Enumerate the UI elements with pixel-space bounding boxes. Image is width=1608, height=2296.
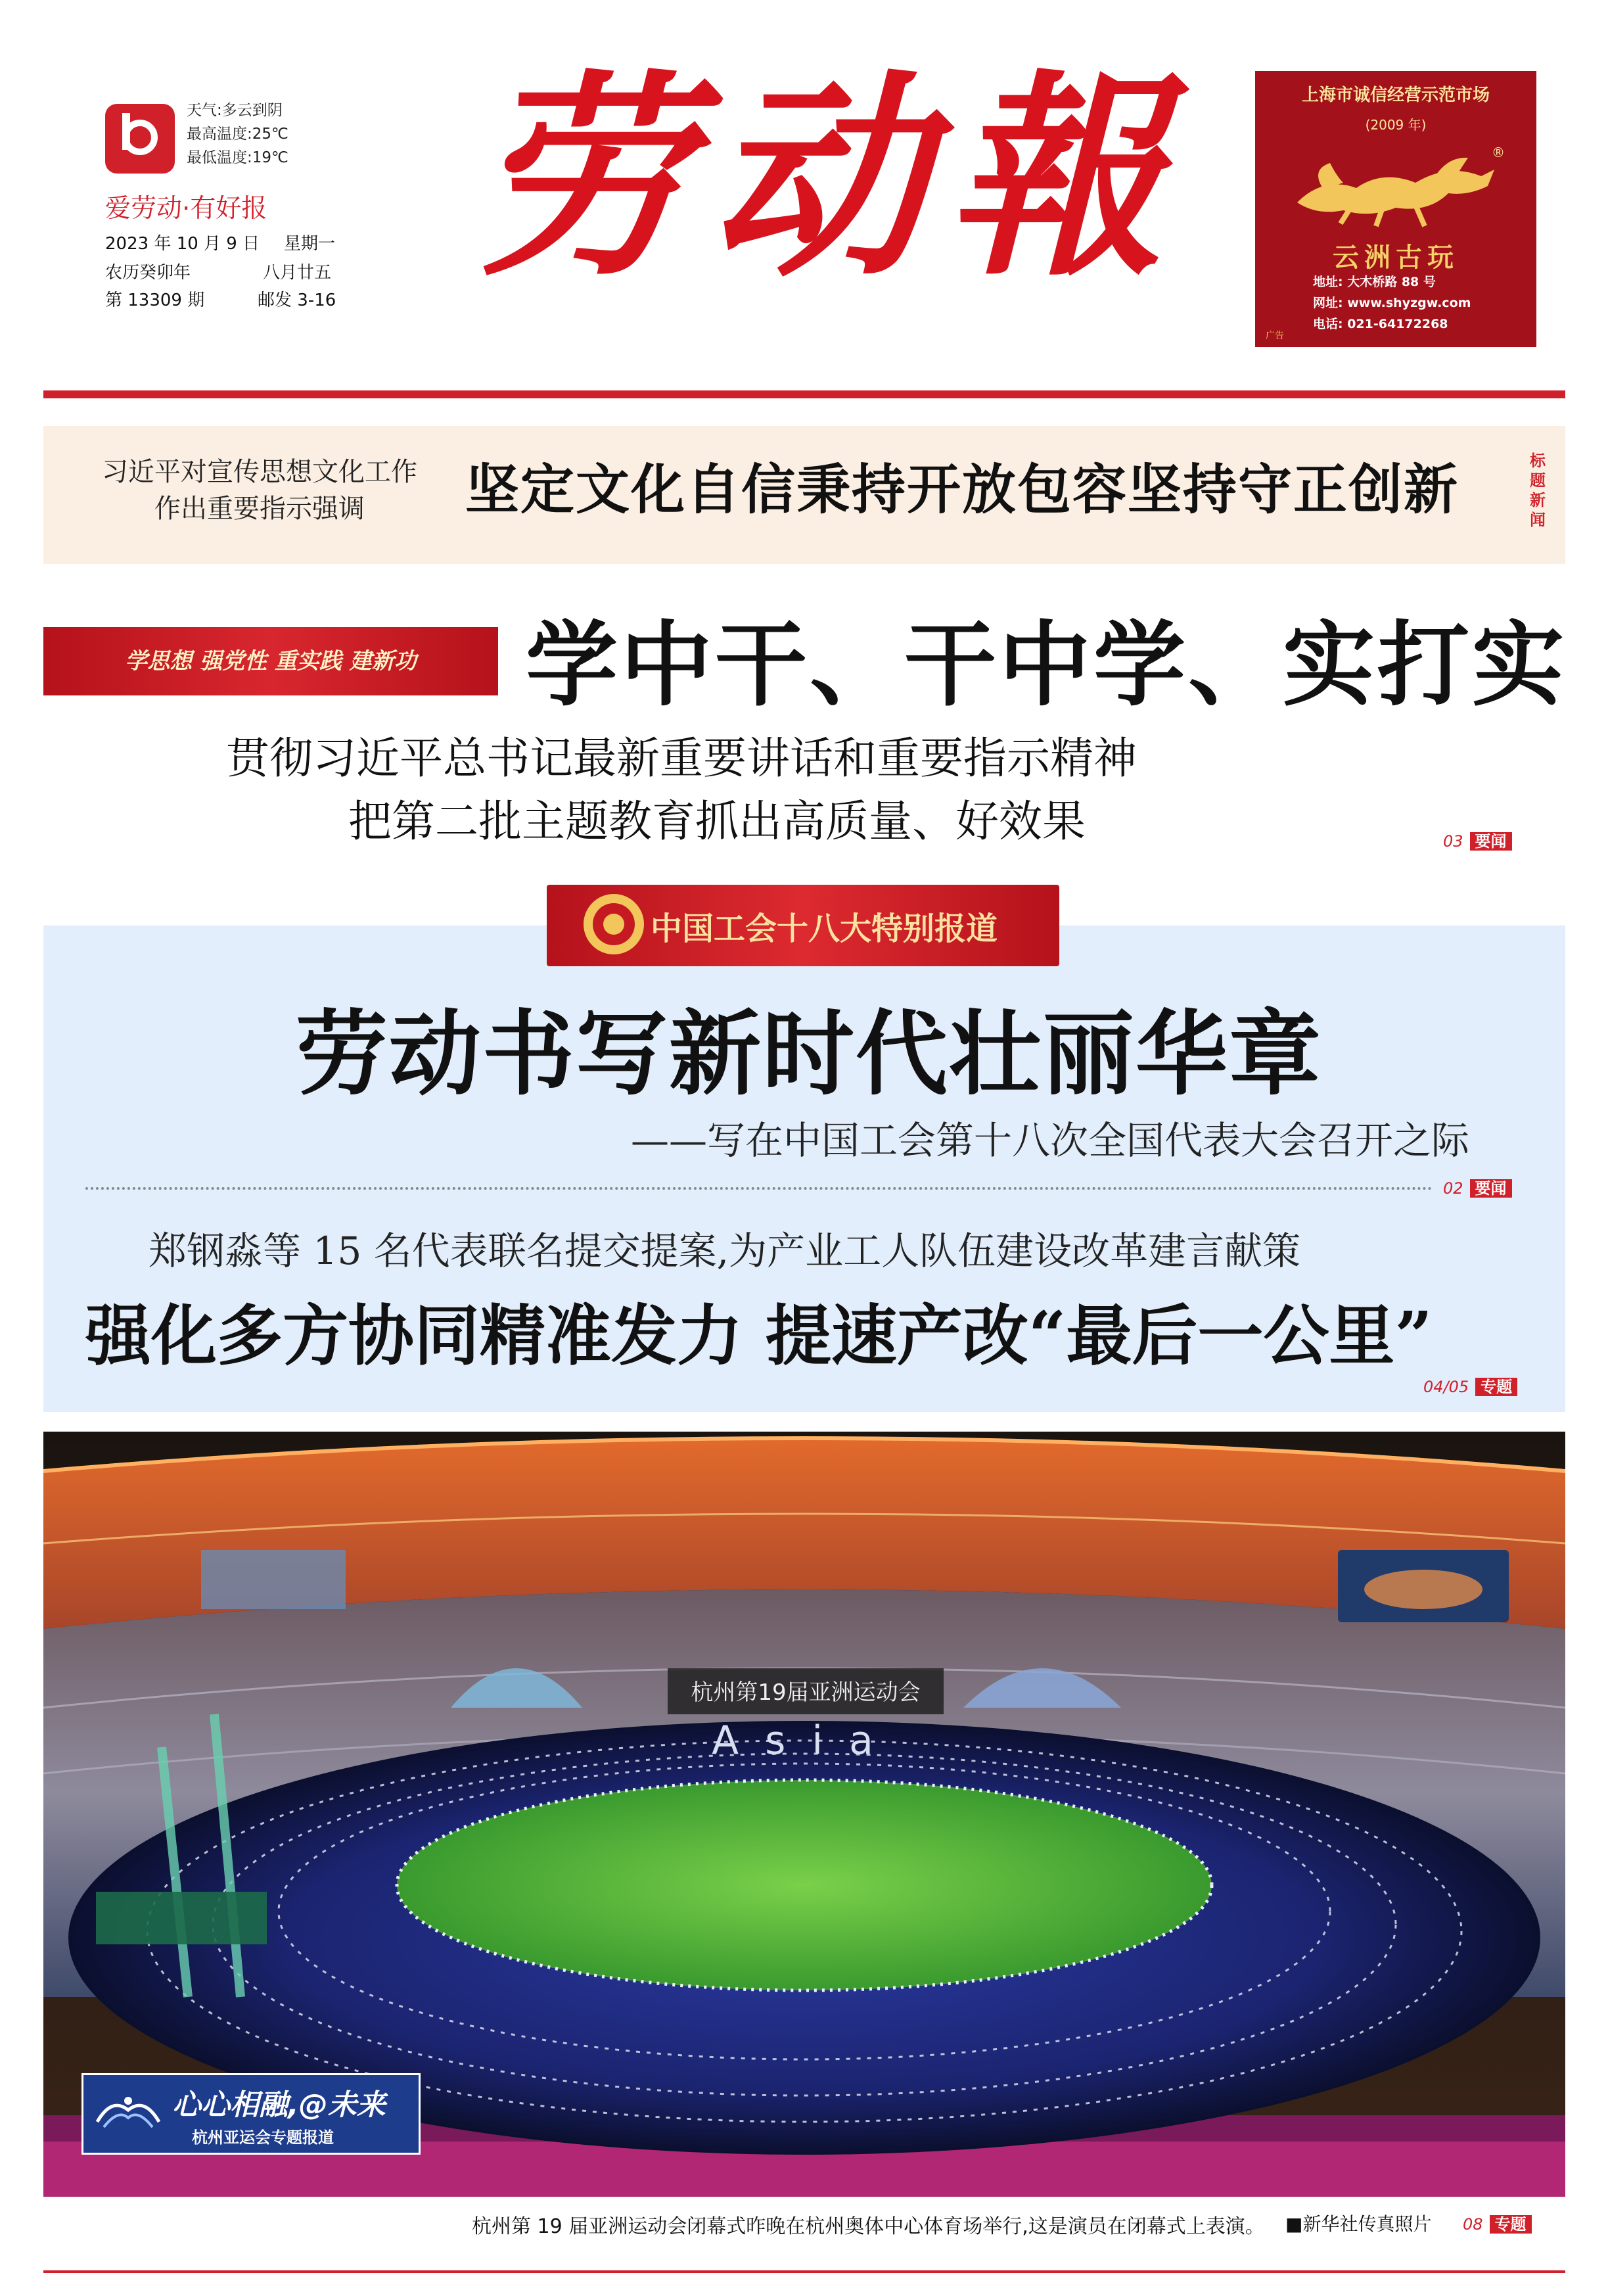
- page-section: 专题: [1490, 2215, 1532, 2234]
- ad-address: 地址: 大木桥路 88 号: [1313, 275, 1436, 289]
- lunar-year: 农历癸卯年: [105, 263, 191, 283]
- proposal-headline[interactable]: 强化多方协同精准发力 提速产改“最后一公里”: [85, 1297, 1433, 1374]
- headline-kicker: [66, 454, 453, 527]
- page-section: 要闻: [1470, 1179, 1512, 1198]
- slogan: 爱劳动·有好报: [105, 194, 267, 223]
- ad-line2: (2009 年): [1365, 117, 1427, 133]
- weather-low: 最低温度:19℃: [187, 149, 288, 166]
- issue-number: 第 13309 期: [105, 291, 205, 310]
- page-number: 03: [1443, 832, 1463, 851]
- proposal-page-ref[interactable]: [1423, 1374, 1517, 1397]
- issue-date: 2023 年 10 月 9 日: [105, 234, 260, 254]
- page-number: 08: [1463, 2215, 1483, 2234]
- horse-logo-icon: [1284, 150, 1507, 229]
- proposal-kicker: 郑钢淼等 15 名代表联名提交提案,为产业工人队伍建设改革建言献策: [149, 1229, 1301, 1273]
- weather-label: 天气:多云到阴: [187, 102, 283, 119]
- study-campaign-banner: 学思想 强党性 重实践 建新功: [43, 627, 498, 695]
- badge-subtitle: 杭州亚运会专题报道: [192, 2128, 334, 2147]
- page-number: 04/05: [1423, 1378, 1469, 1396]
- study-page-ref[interactable]: [1443, 828, 1512, 851]
- study-subhead-2: 把第二批主题教育抓出高质量、好效果: [348, 796, 1086, 847]
- photo-credit: ■新华社传真照片: [1285, 2213, 1432, 2235]
- badge-title: 心心相融,@未来: [172, 2088, 386, 2122]
- ad-website[interactable]: 网址: www.shyzgw.com: [1313, 296, 1471, 310]
- congress-page-ref[interactable]: [1443, 1175, 1512, 1198]
- headline-kicker-line2: 作出重要指示强调: [154, 494, 365, 524]
- congress-subhead: ——写在中国工会第十八次全国代表大会召开之际: [631, 1118, 1470, 1163]
- ad-line1: 上海市诚信经营示范市场: [1301, 85, 1490, 105]
- headline-main[interactable]: 坚定文化自信秉持开放包容坚持守正创新: [465, 458, 1459, 521]
- congress-headline[interactable]: 劳动书写新时代壮丽华章: [296, 1000, 1323, 1108]
- issue-weekday: 星期一: [284, 234, 336, 254]
- stage-sign: 杭州第19届亚洲运动会: [691, 1679, 921, 1706]
- stage-letters: Asia: [712, 1718, 900, 1764]
- ad-phone: 电话: 021-64172268: [1313, 317, 1448, 331]
- headline-tag: 标题新闻: [1530, 452, 1546, 529]
- union-emblem-icon: [584, 894, 644, 954]
- advertisement[interactable]: [1255, 71, 1536, 347]
- photo-caption: 杭州第 19 届亚洲运动会闭幕式昨晚在杭州奥体中心体育场举行,这是演员在闭幕式上表演。: [472, 2215, 1265, 2238]
- page-number: 02: [1443, 1179, 1463, 1198]
- masthead-title: 劳动報: [473, 50, 1183, 305]
- lunar-day: 八月廿五: [263, 263, 332, 283]
- photo-page-ref[interactable]: [1463, 2211, 1532, 2234]
- masthead-divider: [43, 390, 1565, 398]
- study-headline[interactable]: 学中干、干中学、实打实: [526, 611, 1567, 719]
- study-subhead-1: 贯彻习近平总书记最新重要讲话和重要指示精神: [226, 733, 1137, 784]
- weather-high: 最高温度:25℃: [187, 126, 288, 143]
- asian-games-logo-icon: [92, 2090, 164, 2136]
- postal-code: 邮发 3-16: [258, 291, 336, 310]
- newspaper-logo-icon: [105, 104, 175, 174]
- ad-brand: 云洲古玩: [1333, 242, 1459, 273]
- footer-divider: [43, 2270, 1565, 2273]
- page-section: 专题: [1475, 1378, 1517, 1396]
- headline-kicker-line1: 习近平对宣传思想文化工作: [102, 457, 417, 487]
- page-section: 要闻: [1470, 832, 1512, 851]
- ad-tag: 广告: [1266, 331, 1284, 341]
- congress-banner-label: 中国工会十八大特别报道: [651, 910, 998, 947]
- registered-mark: ®: [1492, 145, 1505, 160]
- section-divider: [85, 1187, 1433, 1190]
